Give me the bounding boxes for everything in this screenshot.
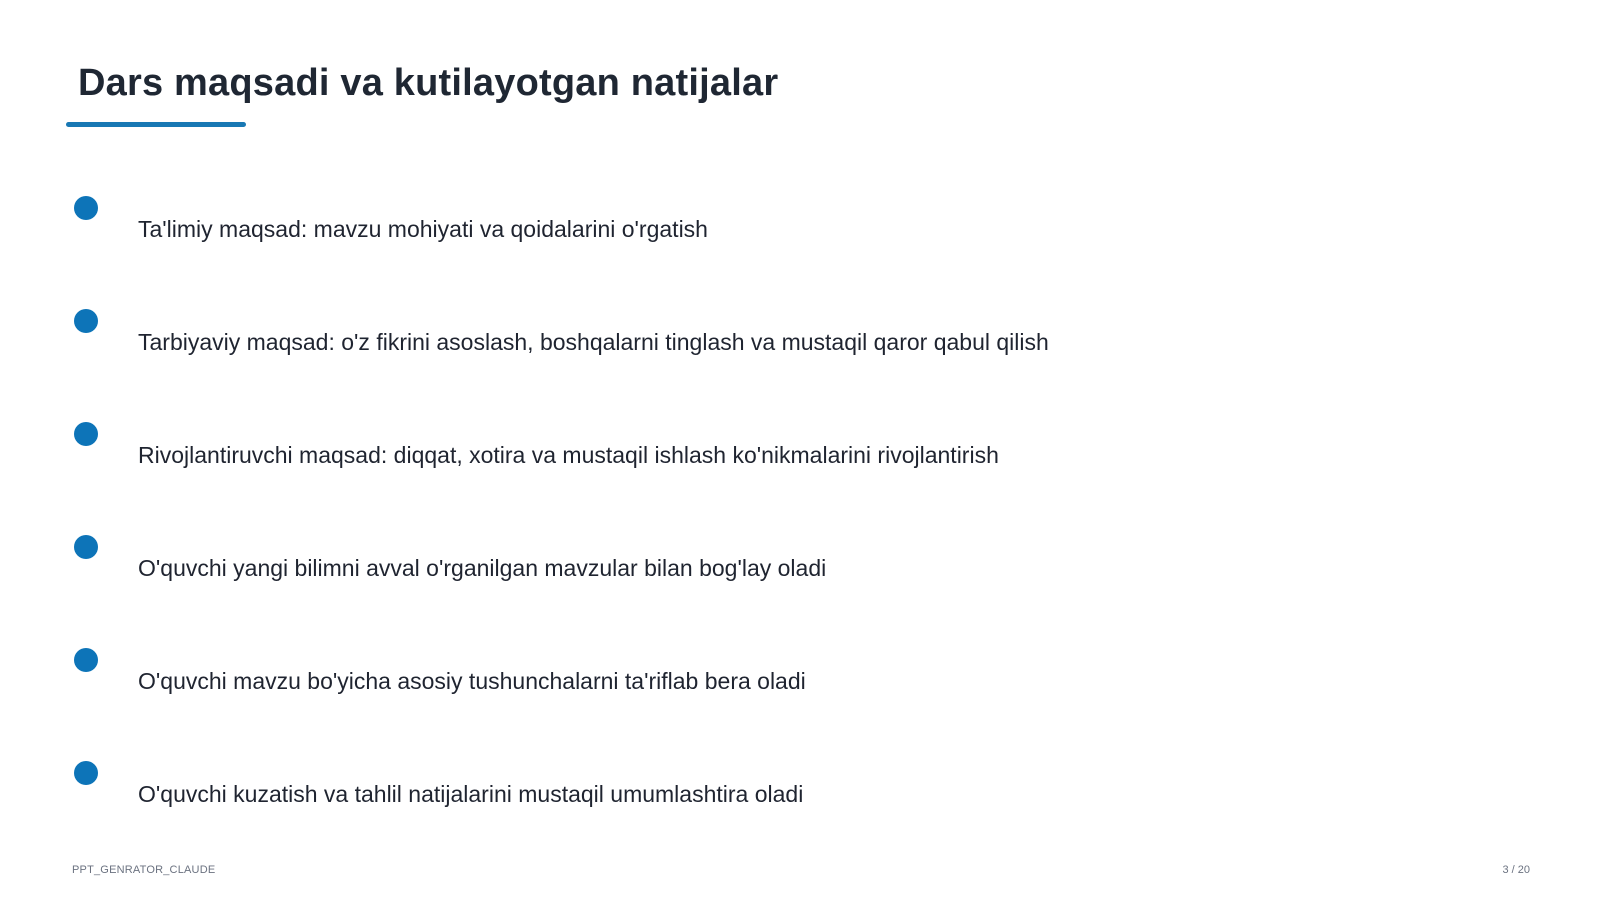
list-item-text: O'quvchi mavzu bo'yicha asosiy tushunchalarni ta'riflab bera oladi [138,668,806,694]
list-item [0,422,1600,482]
bullet-dot-icon [74,422,98,446]
slide-title: Dars maqsadi va kutilayotgan natijalar [78,62,779,104]
list-item-text: O'quvchi kuzatish va tahlil natijalarini mustaqil umumlashtira oladi [138,781,804,807]
bullet-dot-icon [74,196,98,220]
bullet-dot-icon [74,309,98,333]
page-indicator: 3 / 20 [1502,864,1530,876]
list-item [0,196,1600,256]
list-item-text: Ta'limiy maqsad: mavzu mohiyati va qoidalarini o'rgatish [138,216,708,242]
bullet-dot-icon [74,535,98,559]
list-item [0,761,1600,821]
list-item-text: Rivojlantiruvchi maqsad: diqqat, xotira va mustaqil ishlash ko'nikmalarini rivojlantirish [138,442,999,468]
bullet-dot-icon [74,648,98,672]
footer-source-label: PPT_GENRATOR_CLAUDE [72,864,216,876]
list-item-text: O'quvchi yangi bilimni avval o'rganilgan mavzular bilan bog'lay oladi [138,555,827,581]
list-item [0,309,1600,369]
list-item [0,648,1600,708]
list-item [0,535,1600,595]
bullet-dot-icon [74,761,98,785]
list-item-text: Tarbiyaviy maqsad: o'z fikrini asoslash, boshqalarni tinglash va mustaqil qaror qabul qilish [138,329,1049,355]
